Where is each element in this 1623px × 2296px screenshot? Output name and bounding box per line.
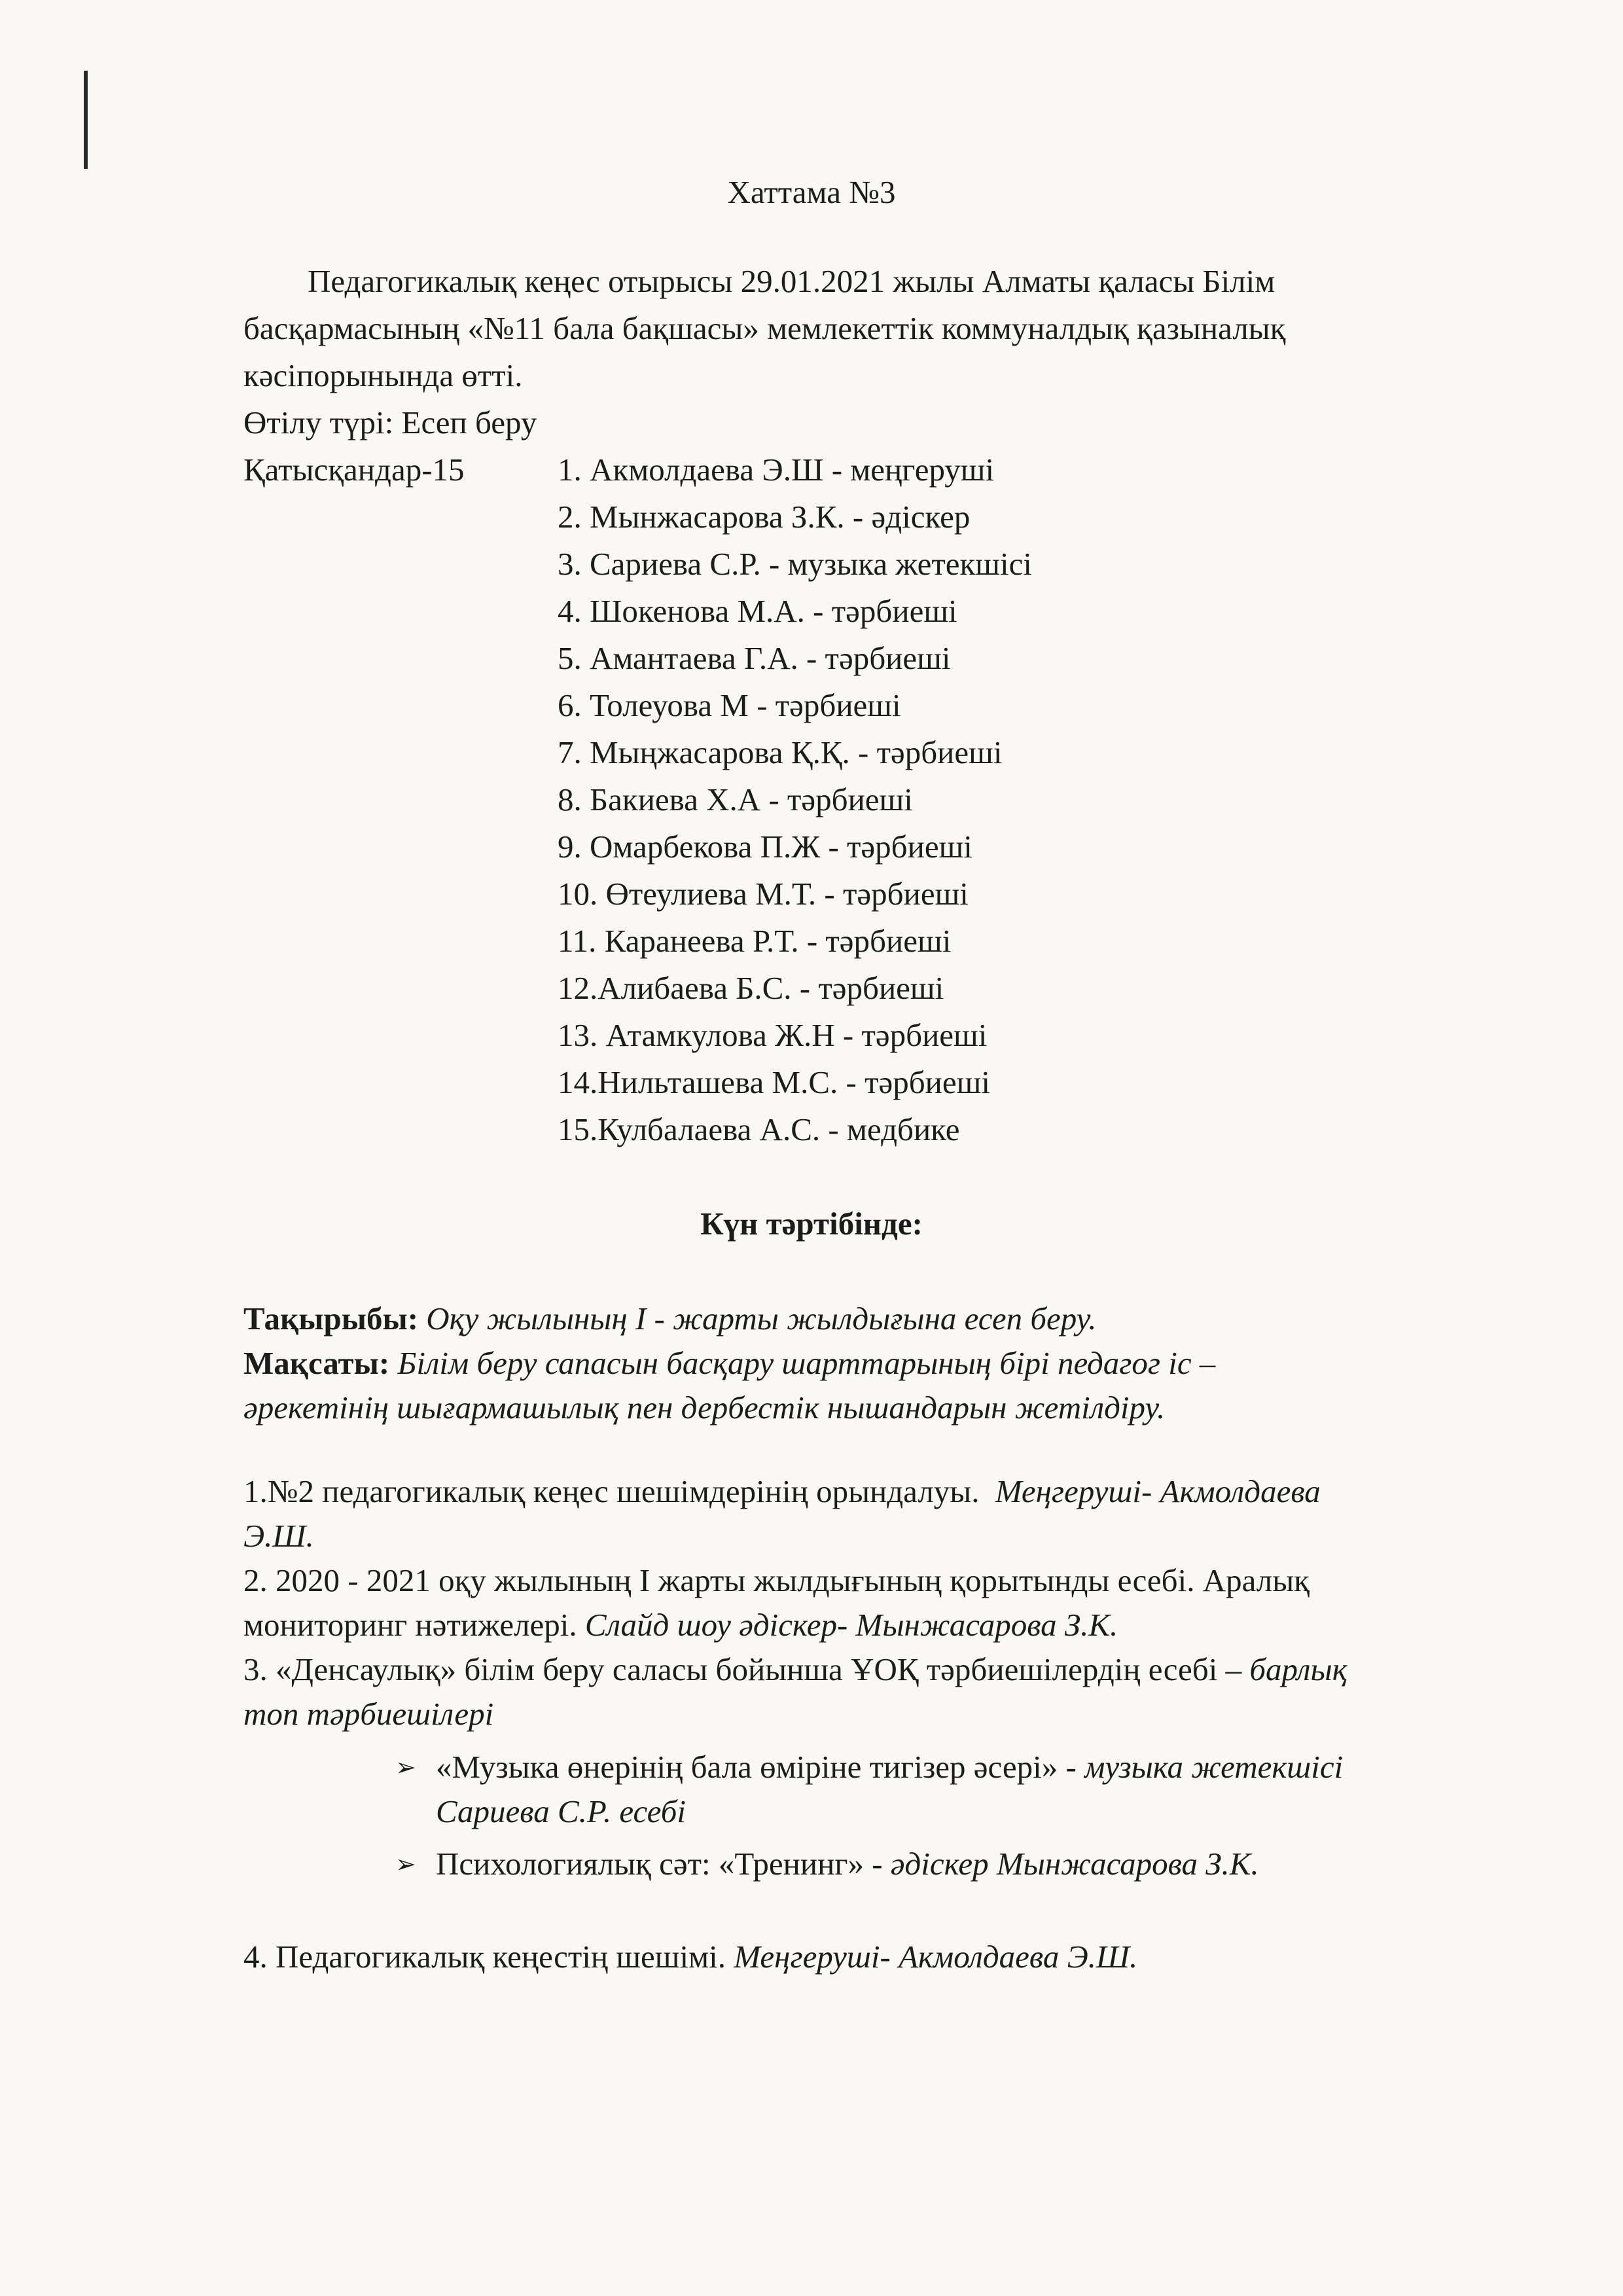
intro-line-1: Педагогикалық кеңес отырысы 29.01.2021 жылы Алматы қаласы Білім [308, 263, 1275, 299]
agenda-item-3-responsible: барлық [1249, 1651, 1347, 1687]
agenda-item-3-responsible-cont: топ тәрбиешілері [243, 1696, 494, 1732]
agenda-topic [243, 1298, 1097, 1340]
agenda-subitem-2 [436, 1843, 1259, 1885]
participant-item: 1. Акмолдаева Э.Ш - меңгеруші [558, 452, 995, 488]
agenda-subitem-1-line-1 [436, 1746, 1343, 1788]
goal-text-2: әрекетінің шығармашылық пен дербестік нышандарын жетілдіру. [243, 1390, 1166, 1426]
topic-text: Оқу жылының I - жарты жылдығына есеп беру. [426, 1300, 1097, 1336]
meeting-form: Өтілу түрі: Есеп беру [243, 404, 537, 440]
agenda-subitem-2-responsible: әдіскер Мынжасарова З.К. [890, 1846, 1259, 1882]
agenda-item-1-text: 1.№2 педагогикалық кеңес шешімдерінің орындалуы. [243, 1473, 980, 1509]
agenda-goal [243, 1342, 1215, 1384]
participant-item: 12.Алибаева Б.С. - тәрбиеші [558, 970, 944, 1006]
agenda-item-4-text: 4. Педагогикалық кеңестің шешімі. [243, 1939, 726, 1975]
scan-margin-mark [84, 71, 88, 169]
agenda-item-4 [243, 1936, 1137, 1978]
agenda-item-1-responsible: Меңгеруші- Акмолдаева [995, 1473, 1321, 1509]
intro-line-3: кәсіпорынында өтті. [243, 357, 523, 393]
participant-item: 4. Шокенова М.А. - тәрбиеші [558, 593, 957, 629]
arrow-bullet-icon: ➢ [395, 1850, 416, 1878]
agenda-item-2-line-1: 2. 2020 - 2021 оқу жылының І жарты жылдығының қорытынды есебі. Аралық [243, 1562, 1310, 1598]
participant-item: 5. Амантаева Г.А. - тәрбиеші [558, 640, 951, 676]
agenda-item-3-text: 3. «Денсаулық» білім беру саласы бойынша ҰОҚ тәрбиешілердің есебі – [243, 1651, 1242, 1687]
topic-label: Тақырыбы: [243, 1300, 419, 1336]
agenda-item-3-line-1 [243, 1649, 1347, 1691]
agenda-heading: Күн тәртібінде: [700, 1206, 923, 1242]
arrow-bullet-icon: ➢ [395, 1753, 416, 1782]
agenda-subitem-2-text: Психологиялық сәт: «Тренинг» - [436, 1846, 883, 1882]
participant-item: 6. Толеуова М - тәрбиеші [558, 687, 901, 723]
agenda-item-1-responsible-cont: Э.Ш. [243, 1518, 314, 1554]
participant-item: 8. Бакиева Х.А - тәрбиеші [558, 781, 913, 817]
agenda-subitem-1-responsible-cont: Сариева С.Р. есебі [436, 1793, 686, 1829]
goal-label: Мақсаты: [243, 1345, 390, 1381]
participant-item: 3. Сариева С.Р. - музыка жетекшісі [558, 546, 1032, 582]
agenda-item-2-line-2 [243, 1604, 1118, 1646]
agenda-item-1 [243, 1471, 1321, 1513]
agenda-item-2-responsible: Слайд шоу әдіскер- Мынжасарова З.К. [584, 1607, 1118, 1643]
goal-text-1: Білім беру сапасын басқару шарттарының бірі педагог іс – [397, 1345, 1216, 1381]
intro-line-2: басқармасының «№11 бала бақшасы» мемлекеттік коммуналдық қазыналық [243, 310, 1286, 346]
participant-item: 11. Каранеева Р.Т. - тәрбиеші [558, 923, 952, 959]
participant-item: 7. Мыңжасарова Қ.Қ. - тәрбиеші [558, 734, 1003, 770]
participant-item: 9. Омарбекова П.Ж - тәрбиеші [558, 829, 972, 865]
participant-item: 10. Өтеулиева М.Т. - тәрбиеші [558, 876, 969, 912]
participant-item: 2. Мынжасарова З.К. - әдіскер [558, 499, 971, 535]
participants-label: Қатысқандар-15 [243, 452, 465, 488]
agenda-subitem-1-text: «Музыка өнерінің бала өміріне тигізер әсері» - [436, 1749, 1077, 1785]
participant-item: 15.Кулбалаева А.С. - медбике [558, 1111, 960, 1147]
agenda-subitem-1-responsible: музыка жетекшісі [1084, 1749, 1344, 1785]
agenda-item-4-responsible: Меңгеруші- Акмолдаева Э.Ш. [734, 1939, 1138, 1975]
document-title: Хаттама №3 [727, 174, 896, 210]
participant-item: 13. Атамкулова Ж.Н - тәрбиеші [558, 1017, 988, 1053]
agenda-item-2-text: мониторинг нәтижелері. [243, 1607, 577, 1643]
participant-item: 14.Нильташева М.С. - тәрбиеші [558, 1064, 990, 1100]
